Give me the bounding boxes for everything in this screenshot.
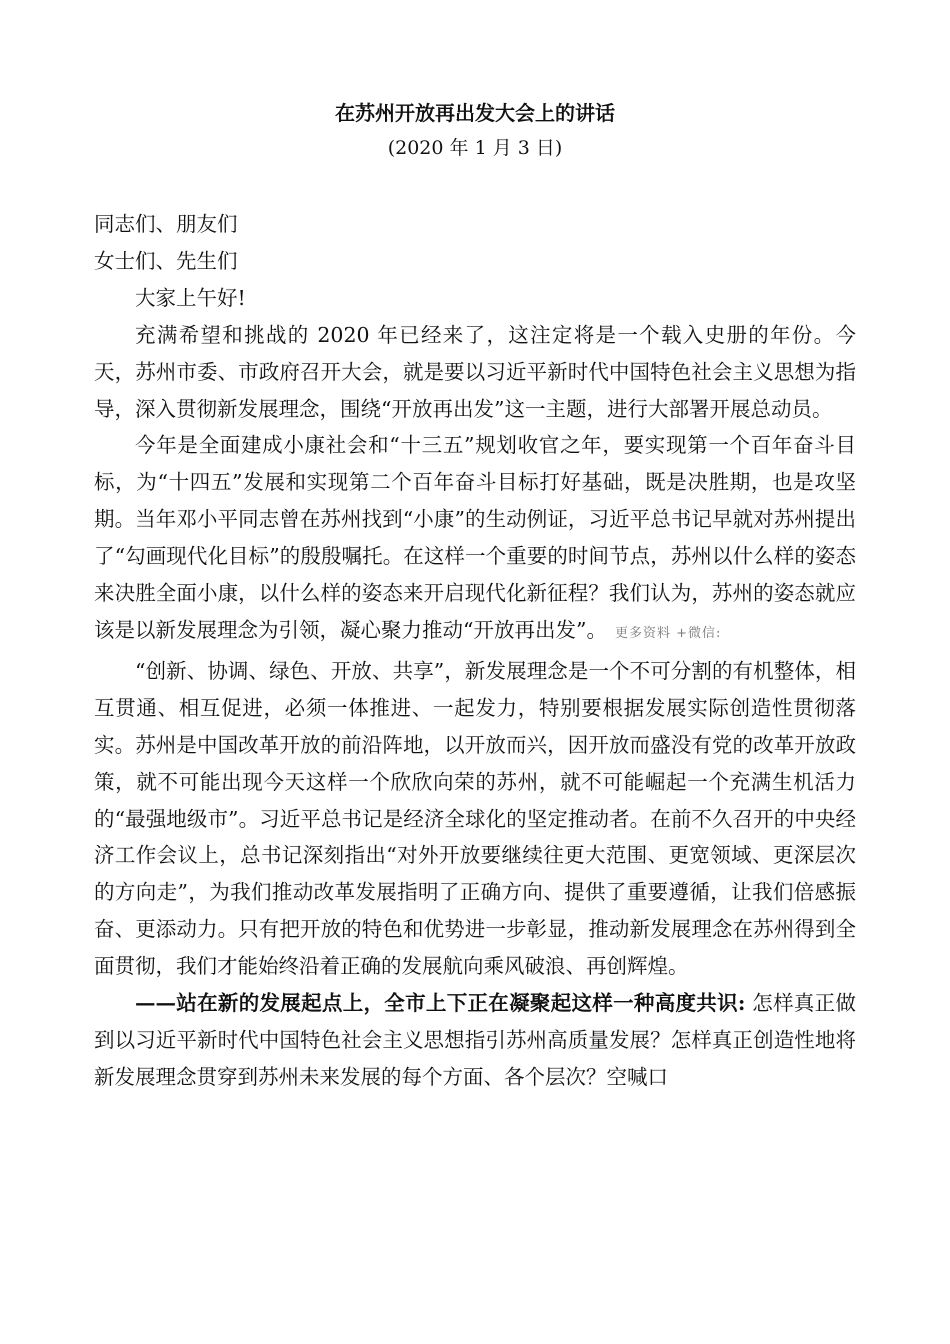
greeting-line-1: 同志们、朋友们: [94, 212, 238, 236]
document-date: (2020 年 1 月 3 日): [387, 137, 563, 159]
document-title: 在苏州开放再出发大会上的讲话: [335, 101, 615, 125]
promo-note: 更多资料 +微信:: [614, 625, 722, 641]
paragraph-1: 充满希望和挑战的 2020 年已经来了，这注定将是一个载入史册的年份。今天，苏州市委、市政府召开大会，就是要以习近平新时代中国特色社会主义思想为指导，深入贯彻新发展理念，围绕“开放再出发”这一主题，进行大部署开展总动员。: [94, 322, 856, 421]
paragraph-2: [94, 427, 856, 652]
paragraph-2-text: 今年是全面建成小康社会和“十三五”规划收官之年，要实现第一个百年奋斗目标，为“十四五”发展和实现第二个百年奋斗目标打好基础，既是决胜期，也是攻坚期。当年邓小平同志曾在苏州找到“小康”的生动例证，习近平总书记早就对苏州提出了“勾画现代化目标”的殷殷嘱托。在这样一个重要的时间节点，苏州以什么样的姿态来决胜全面小康，以什么样的姿态来开启现代化新征程？我们认为，苏州的姿态就应该是以新发展理念为引领，凝心聚力推动“开放再出发”。: [94, 433, 856, 642]
document-body: [94, 206, 856, 1096]
paragraph-4: [94, 985, 856, 1096]
paragraph-3: “创新、协调、绿色、开放、共享”，新发展理念是一个不可分割的有机整体，相互贯通、相互促进，必须一体推进、一起发力，特别要根据发展实际创造性贯彻落实。苏州是中国改革开放的前沿阵地，以开放而兴，因开放而盛没有党的改革开放政策，就不可能出现今天这样一个欣欣向荣的苏州，就不可能崛起一个充满生机活力的“最强地级市”。习近平总书记是经济全球化的坚定推动者。在前不久召开的中央经济工作会议上，总书记深刻指出“对外开放要继续往更大范围、更宽领域、更深层次的方向走”，为我们推动改革发展指明了正确方向、提供了重要遵循，让我们倍感振奋、更添动力。只有把开放的特色和优势进一步彰显，推动新发展理念在苏州得到全面贯彻，我们才能始终沿着正确的发展航向乘风破浪、再创辉煌。: [94, 658, 856, 979]
greeting-line-3: 大家上午好!: [135, 285, 246, 310]
paragraph-4-lead: ——站在新的发展起点上，全市上下正在凝聚起这样一种高度共识:: [135, 991, 746, 1016]
paragraph-4-text: 怎样真正做到以习近平新时代中国特色社会主义思想指引苏州高质量发展？怎样真正创造性地将新发展理念贯穿到苏州未来发展的每个方面、各个层次？空喊口: [94, 991, 856, 1089]
greeting-line-2: 女士们、先生们: [94, 248, 238, 273]
